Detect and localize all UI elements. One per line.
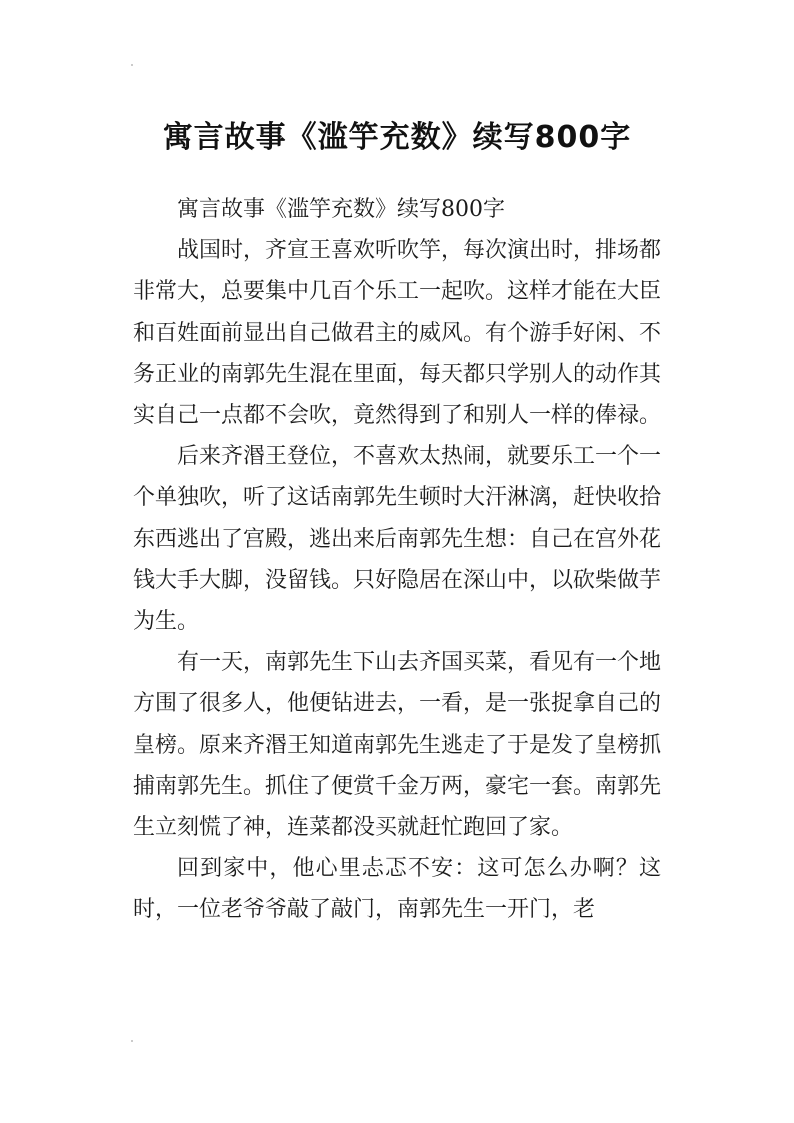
document-title: 寓言故事《滥竽充数》续写800字 [162, 120, 632, 156]
paragraph-heading: 寓言故事《滥竽充数》续写800字 [177, 197, 505, 222]
document-body [133, 189, 661, 931]
scan-speck [131, 1040, 133, 1042]
paragraph: 战国时，齐宣王喜欢听吹竽，每次演出时，排场都非常大，总要集中几百个乐工一起吹。这样才能在大臣和百姓面前显出自己做君主的威风。有个游手好闲、不务正业的南郭先生混在里面，每天都只学别人的动作其实自己一点都不会吹，竟然得到了和别人一样的俸禄。 [133, 238, 662, 429]
scan-speck [131, 64, 133, 66]
paragraph: 回到家中，他心里忐忑不安：这可怎么办啊？这时，一位老爷爷敲了敲门，南郭先生一开门，老 [133, 856, 661, 923]
paragraph: 后来齐湣王登位，不喜欢太热闹，就要乐工一个一个单独吹，听了这话南郭先生顿时大汗淋漓，赶快收拾东西逃出了宫殿，逃出来后南郭先生想：自己在宫外花钱大手大脚，没留钱。只好隐居在深山中，以砍柴做芋为生。 [133, 444, 662, 635]
paragraph: 有一天，南郭先生下山去齐国买菜，看见有一个地方围了很多人，他便钻进去，一看，是一张捉拿自己的皇榜。原来齐湣王知道南郭先生逃走了于是发了皇榜抓捕南郭先生。抓住了便赏千金万两，豪宅一套。南郭先生立刻慌了神，连菜都没买就赶忙跑回了家。 [133, 650, 662, 841]
